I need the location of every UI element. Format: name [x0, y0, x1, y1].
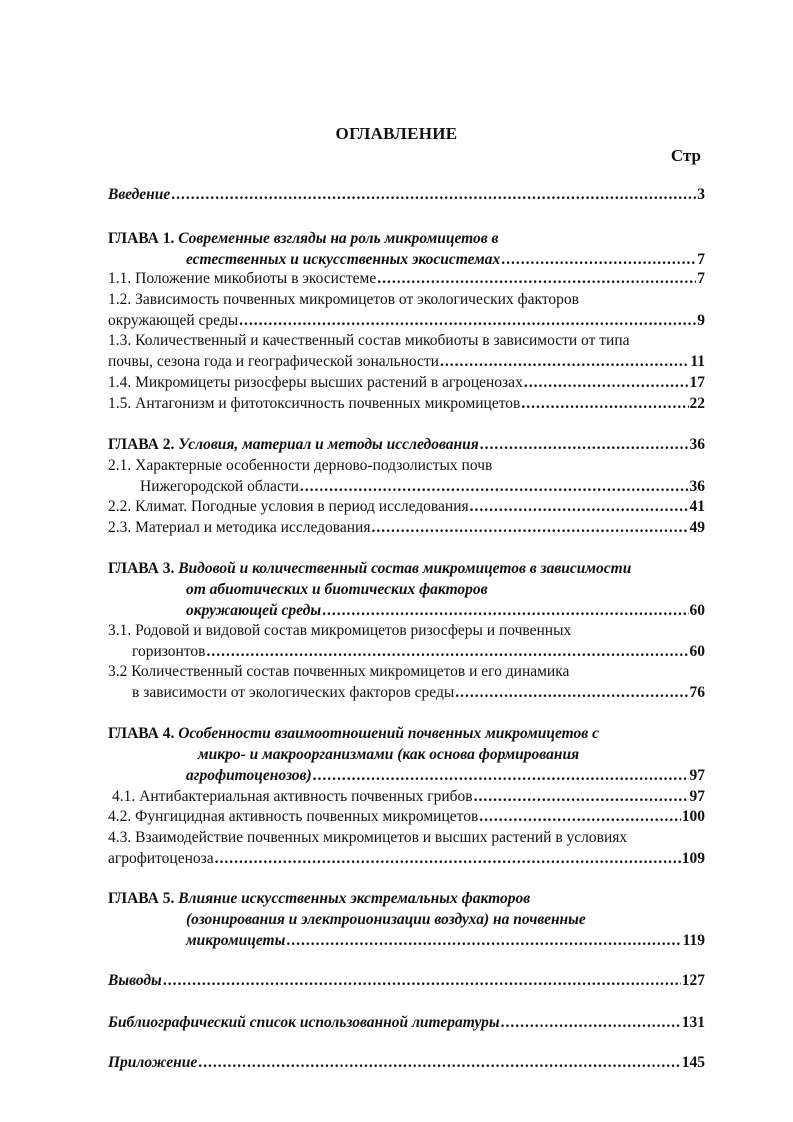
toc-chapter-1: естественных и искусственных экосистемах ..... 7: [186, 249, 705, 271]
toc-entry-1-3-line1: 1.3. Количественный и качественный состав микобиоты в зависимости от типа: [108, 332, 630, 349]
toc-entry-conclusions: Выводы ..... 127: [108, 970, 705, 992]
toc-entry-3-1-line1: 3.1. Родовой и видовой состав микромицетов ризосферы и почвенных: [108, 622, 572, 639]
toc-entry-2-2: 2.2. Климат. Погодные условия в период исследования ..... 41: [108, 496, 705, 518]
toc-entry-2-3: 2.3. Материал и методика исследования ..... 49: [108, 517, 705, 539]
toc-entry-2-1: Нижегородской области ..... 36: [140, 476, 705, 498]
toc-entry-1-2: окружающей среды ..... 9: [108, 310, 705, 332]
toc-chapter-3-title: ГЛАВА 3. Видовой и количественный состав микромицетов в зависимости: [108, 560, 632, 577]
toc-entry-4-1: 4.1. Антибактериальная активность почвенных грибов ..... 97: [112, 786, 705, 808]
page-title: ОГЛАВЛЕНИЕ: [335, 124, 458, 143]
toc-chapter-5-title: ГЛАВА 5. Влияние искусственных экстремальных факторов: [108, 890, 531, 907]
toc-entry-4-3-line1: 4.3. Взаимодействие почвенных микромицетов и высших растений в условиях: [108, 829, 628, 846]
toc-entry-4-2: 4.2. Фунгицидная активность почвенных микромицетов ..... 100: [108, 806, 705, 828]
toc-entry-1-5: 1.5. Антагонизм и фитотоксичность почвенных микромицетов ..... 22: [108, 393, 705, 415]
toc-chapter-3: окружающей среды ..... 60: [186, 600, 705, 622]
toc-entry-1-2-line1: 1.2. Зависимость почвенных микромицетов от экологических факторов: [108, 291, 579, 308]
toc-chapter-5-title-line2: (озонирования и электроионизации воздуха) на почвенные: [186, 911, 586, 928]
toc-entry-1-4: 1.4. Микромицеты ризосферы высших растений в агроценозах ..... 17: [108, 372, 705, 394]
toc-entry-intro: Введение ..... 3: [108, 184, 705, 206]
toc-chapter-2: ГЛАВА 2. Условия, материал и методы исследования ..... 36: [108, 434, 705, 456]
toc-entry-3-2-line1: 3.2 Количественный состав почвенных микромицетов и его динамика: [108, 663, 570, 680]
toc-chapter-4-title: ГЛАВА 4. Особенности взаимоотношений почвенных микромицетов с: [108, 725, 599, 742]
toc-entry-3-1: горизонтов ..... 60: [132, 641, 705, 663]
toc-chapter-5: микромицеты ..... 119: [186, 930, 705, 952]
toc-chapter-4: агрофитоценозов) ..... 97: [186, 765, 705, 787]
toc-chapter-1-title: ГЛАВА 1. Современные взгляды на роль микромицетов в: [108, 230, 499, 247]
toc-chapter-4-title-line2: микро- и макроорганизмами (как основа формирования: [198, 746, 580, 763]
toc-entry-appendix: Приложение ..... 145: [108, 1052, 705, 1074]
page-column-header: Стр: [670, 146, 701, 165]
toc-chapter-3-title-line2: от абиотических и биотических факторов: [186, 581, 488, 598]
toc-entry-1-3: почвы, сезона года и географической зональности ..... 11: [108, 351, 705, 373]
toc-entry-bibliography: Библиографический список использованной литературы ..... 131: [108, 1012, 705, 1034]
toc-entry-1-1: 1.1. Положение микобиоты в экосистеме ..... 7: [108, 268, 705, 290]
toc-entry-3-2: в зависимости от экологических факторов среды ..... 76: [132, 682, 705, 704]
toc-entry-4-3: агрофитоценоза ..... 109: [108, 848, 705, 870]
toc-entry-2-1-line1: 2.1. Характерные особенности дерново-подзолистых почв: [108, 457, 493, 474]
